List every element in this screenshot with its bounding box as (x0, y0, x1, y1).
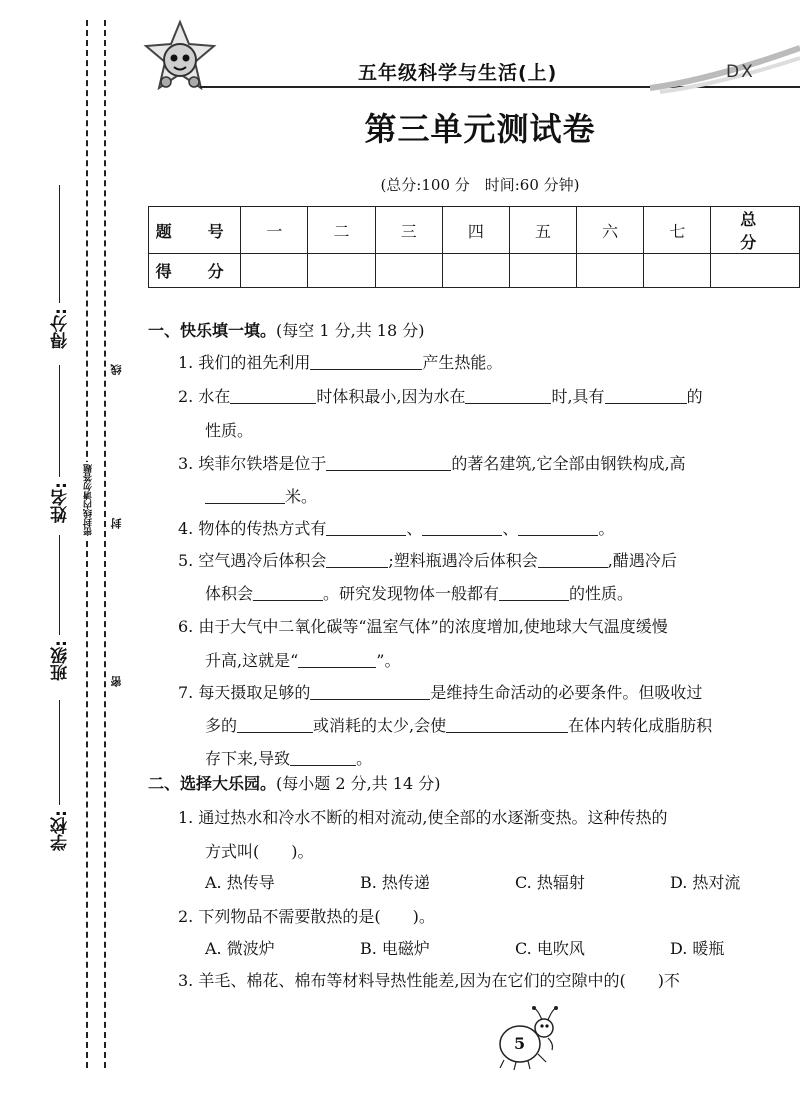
score-cell[interactable] (509, 254, 576, 288)
question-2-1-options (205, 870, 740, 893)
question-1-6: 6. 由于大气中二氧化碳等“温室气体”的浓度增加,使地球大气温度缓慢 (178, 617, 668, 636)
question-2-3: 3. 羊毛、棉花、棉布等材料导热性能差,因为在它们的空隙中的( )不 (178, 971, 680, 990)
answer-blank[interactable] (253, 584, 323, 601)
column-header: 一 (241, 207, 308, 254)
score-cell[interactable] (241, 254, 308, 288)
score-line[interactable] (59, 185, 60, 303)
question-1-6-cont: 升高,这就是“ ”。 (205, 651, 401, 670)
answer-blank[interactable] (205, 487, 285, 504)
section-note: (每空 1 分,共 18 分) (276, 321, 425, 340)
option-b[interactable]: B. 热传递 (360, 873, 430, 892)
option-b[interactable]: B. 电磁炉 (360, 939, 430, 958)
column-header: 六 (577, 207, 644, 254)
question-1-2: 2. 水在 时体积最小,因为水在 时,具有 的 (178, 387, 703, 406)
option-d[interactable]: D. 暖瓶 (670, 939, 725, 958)
answer-blank[interactable] (538, 551, 608, 568)
answer-blank[interactable] (230, 387, 316, 404)
question-1-3: 3. 埃菲尔铁塔是位于 的著名建筑,它全部由钢铁构成,高 (178, 454, 686, 473)
page-number: 5 (514, 1034, 526, 1053)
total-header: 总 分 (711, 207, 800, 254)
column-header: 五 (509, 207, 576, 254)
question-2-1: 1. 通过热水和冷水不断的相对流动,使全部的水逐渐变热。这种传热的 (178, 808, 668, 827)
question-2-2-options (205, 936, 724, 959)
class-line[interactable] (59, 535, 60, 635)
answer-blank[interactable] (465, 387, 551, 404)
seal-char-seal: 封 (110, 518, 123, 529)
answer-blank[interactable] (298, 651, 376, 668)
answer-blank[interactable] (310, 353, 422, 370)
table-row (149, 207, 800, 254)
score-cell[interactable] (577, 254, 644, 288)
score-cell[interactable] (442, 254, 509, 288)
question-1-5: 5. 空气遇冷后体积会 ;塑料瓶遇冷后体积会 ,醋遇冷后 (178, 551, 677, 570)
series-code: DX (726, 62, 755, 82)
section-1-heading (148, 318, 424, 341)
name-line[interactable] (59, 365, 60, 477)
question-2-1-cont: 方式叫( )。 (205, 842, 314, 861)
question-1-7-cont-1: 多的 或消耗的太少,会使 在体内转化成脂肪积 (205, 716, 713, 735)
option-d[interactable]: D. 热对流 (670, 873, 741, 892)
column-header: 三 (375, 207, 442, 254)
answer-blank[interactable] (518, 519, 598, 536)
score-table (148, 206, 800, 288)
score-label: 得分: (51, 308, 71, 349)
answer-blank[interactable] (310, 683, 430, 700)
column-header: 四 (442, 207, 509, 254)
name-label: 姓名: (51, 482, 71, 523)
column-header: 七 (644, 207, 711, 254)
section-2-heading (148, 771, 440, 794)
option-a[interactable]: A. 微波炉 (205, 939, 275, 958)
score-cell[interactable] (308, 254, 375, 288)
answer-blank[interactable] (326, 519, 406, 536)
row-label-question-number: 题 号 (149, 207, 241, 254)
option-c[interactable]: C. 热辐射 (515, 873, 585, 892)
question-1-7: 7. 每天摄取足够的 是维持生命活动的必要条件。但吸收过 (178, 683, 703, 702)
answer-blank[interactable] (290, 749, 356, 766)
question-1-2-cont: 性质。 (205, 421, 254, 440)
question-1-5-cont: 体积会 。研究发现物体一般都有 的性质。 (205, 584, 634, 603)
section-title: 一、快乐填一填。 (148, 321, 277, 340)
answer-blank[interactable] (422, 519, 502, 536)
school-label: 学校: (51, 810, 71, 851)
answer-blank[interactable] (499, 584, 569, 601)
column-header: 二 (308, 207, 375, 254)
school-line[interactable] (59, 700, 60, 805)
seal-note: 密封线内请勿答题 (84, 464, 94, 536)
exam-meta: (总分:100 分 时间:60 分钟) (380, 176, 580, 194)
row-label-score: 得 分 (149, 254, 241, 288)
subject-title: 五年级科学与生活(上) (358, 62, 558, 84)
seal-char-secret: 密 (110, 676, 123, 687)
option-c[interactable]: C. 电吹风 (515, 939, 585, 958)
question-1-4: 4. 物体的传热方式有 、 、 。 (178, 519, 615, 538)
swoosh-decoration-icon (650, 40, 800, 100)
answer-blank[interactable] (326, 454, 451, 471)
total-score-cell[interactable] (711, 254, 800, 288)
bug-mascot-icon (488, 1004, 568, 1072)
score-cell[interactable] (644, 254, 711, 288)
question-1-3-cont: 米。 (205, 484, 317, 507)
answer-blank[interactable] (237, 716, 313, 733)
page-title: 第三单元测试卷 (364, 110, 596, 148)
table-row (149, 254, 800, 288)
score-cell[interactable] (375, 254, 442, 288)
class-label: 班级: (51, 640, 71, 681)
section-title: 二、选择大乐园。 (148, 774, 277, 793)
answer-blank[interactable] (326, 551, 388, 568)
question-1-7-cont-2: 存下来,导致 。 (205, 749, 373, 768)
seal-char-line: 线 (110, 364, 123, 375)
answer-blank[interactable] (446, 716, 568, 733)
question-1-1: 1. 我们的祖先利用 产生热能。 (178, 353, 503, 372)
answer-blank[interactable] (605, 387, 687, 404)
section-note: (每小题 2 分,共 14 分) (276, 774, 441, 793)
question-2-2: 2. 下列物品不需要散热的是( )。 (178, 907, 435, 926)
option-a[interactable]: A. 热传导 (205, 873, 275, 892)
